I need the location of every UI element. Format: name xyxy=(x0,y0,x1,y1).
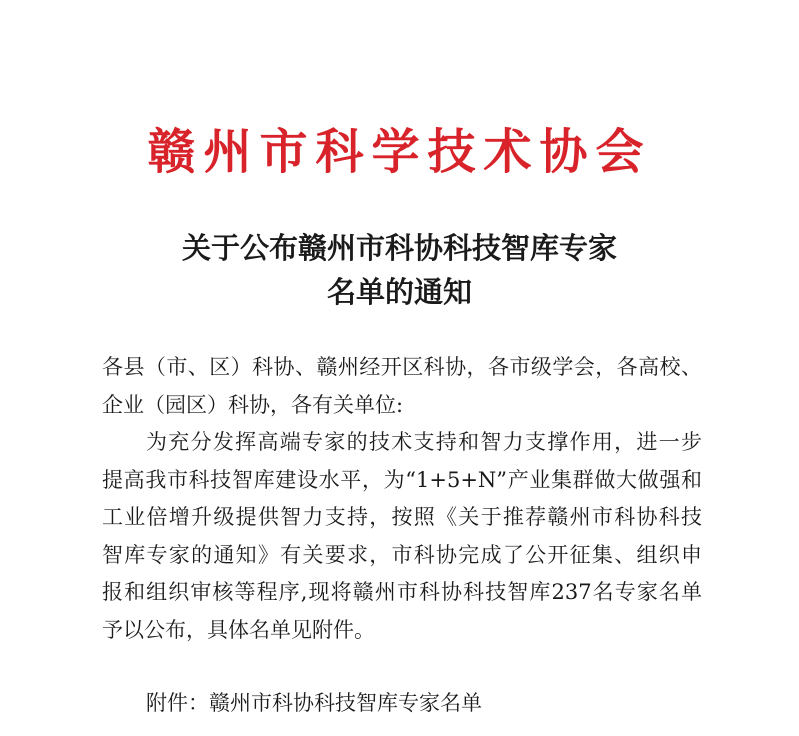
attachment-line: 附件：赣州市科协科技智库专家名单 xyxy=(146,691,482,715)
notice-title xyxy=(0,226,799,314)
org-header: 赣州市科学技术协会 xyxy=(147,124,652,180)
body-line-2: 提高我市科技智库建设水平，为“1+5+N”产业集群做大做强和 xyxy=(102,467,702,492)
body-line-3: 工业倍增升级提供智力支持，按照《关于推荐赣州市科协科技 xyxy=(102,505,702,529)
salutation-line-2: 企业（园区）科协，各有关单位: xyxy=(102,392,404,417)
notice-title-line-2: 名单的通知 xyxy=(326,275,472,309)
notice-title-line-1: 关于公布赣州市科协科技智库专家 xyxy=(181,231,617,265)
notice-body xyxy=(102,349,702,649)
body-line-6: 予以公布，具体名单见附件。 xyxy=(102,617,375,642)
body-line-5: 报和组织审核等程序,现将赣州市科协科技智库237名专家名单 xyxy=(102,580,702,604)
body-line-4: 智库专家的通知》有关要求，市科协完成了公开征集、组织申 xyxy=(102,542,702,567)
body-line-1: 为充分发挥高端专家的技术支持和智力支撑作用，进一步 xyxy=(146,430,702,454)
salutation-line-1: 各县（市、区）科协、赣州经开区科协，各市级学会，各高校、 xyxy=(102,355,702,379)
